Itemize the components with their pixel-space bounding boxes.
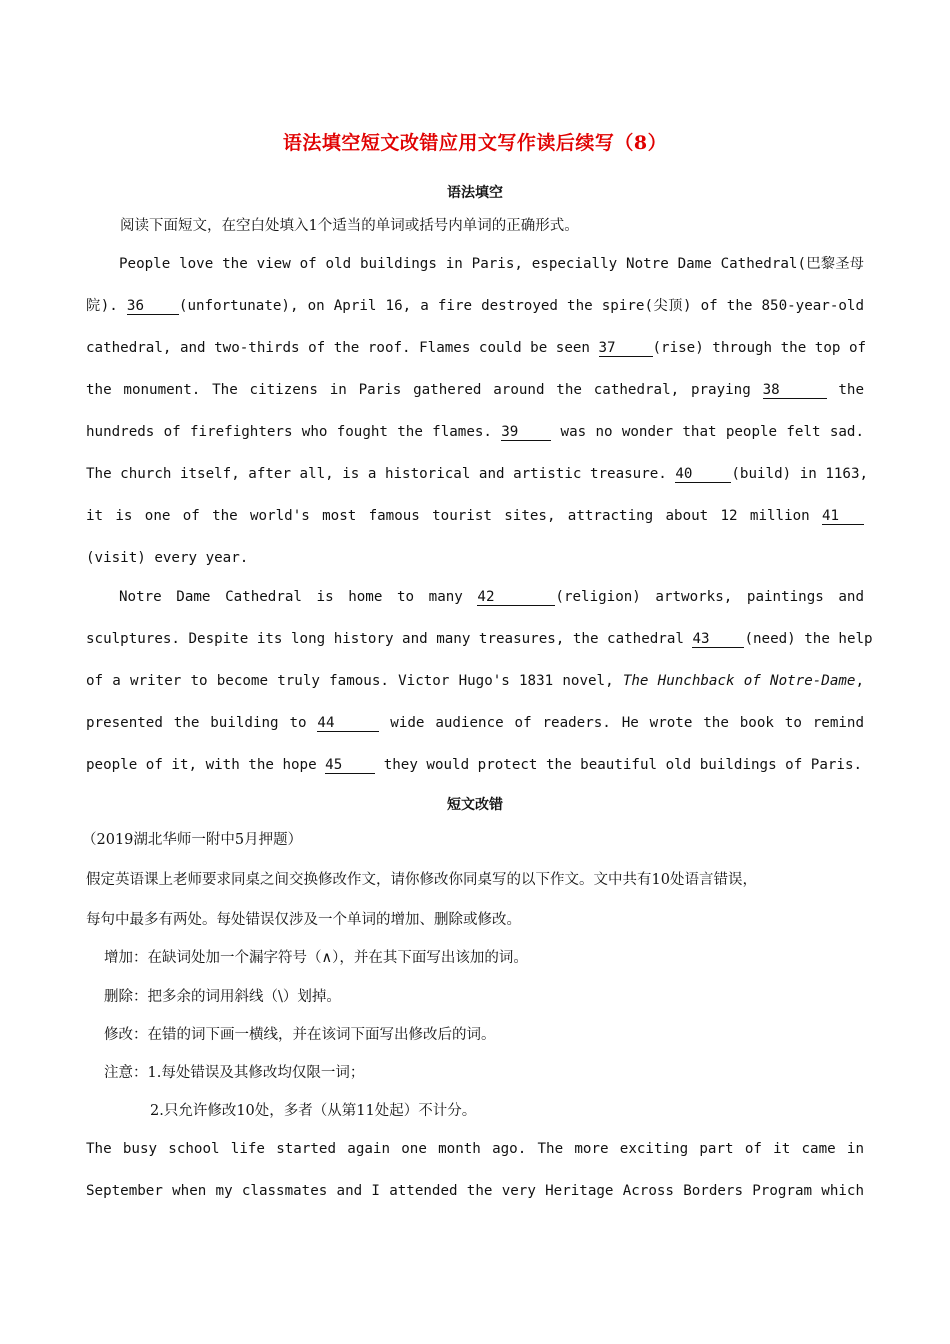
text-line: The busy school life started again one month ago. The more exciting part of it came in (86, 1141, 864, 1157)
blank-43[interactable]: 43 (692, 631, 744, 648)
note-2: 2.只允许修改10处，多者（从第11处起）不计分。 (150, 1103, 477, 1119)
page-title: 语法填空短文改错应用文写作读后续写（8） (282, 132, 668, 154)
text-line: hundreds of firefighters who fought the flames. 39 was no wonder that people felt sad. (86, 424, 864, 440)
text-line: (visit) every year. (86, 550, 249, 566)
correction-source: （2019湖北华师一附中5月押题） (82, 832, 303, 848)
text-line: cathedral, and two-thirds of the roof. Flames could be seen 37 (rise) through the top of (86, 340, 867, 356)
blank-41[interactable]: 41 (822, 508, 864, 525)
text-line: people of it, with the hope 45 they would protect the beautiful old buildings of Paris. (86, 757, 863, 773)
text-line: Notre Dame Cathedral is home to many 42 (religion) artworks, paintings and (119, 589, 864, 605)
text-line: presented the building to 44 wide audience of readers. He wrote the book to remind (86, 715, 864, 731)
rule-add: 增加：在缺词处加一个漏字符号（∧），并在其下面写出该加的词。 (104, 950, 528, 966)
blank-36[interactable]: 36 (127, 298, 179, 315)
correction-heading: 短文改错 (447, 797, 503, 813)
novel-title: The Hunchback of Notre-Dame (622, 673, 856, 689)
grammar-paragraph-1 (86, 243, 869, 579)
text-line: the monument. The citizens in Paris gathered around the cathedral, praying 38 the (86, 382, 864, 398)
text-line: September when my classmates and I attended the very Heritage Across Borders Program which (86, 1183, 864, 1199)
text-line: of a writer to become truly famous. Victor Hugo's 1831 novel, The Hunchback of Notre-Dame, (86, 673, 864, 689)
rule-delete: 删除：把多余的词用斜线（\）划掉。 (104, 989, 341, 1005)
text-line: 院). 36 (unfortunate), on April 16, a fire destroyed the spire(尖顶) of the 850-year-old (86, 298, 865, 314)
rule-modify: 修改：在错的词下画一横线，并在该词下面写出修改后的词。 (104, 1027, 496, 1043)
correction-intro-1: 假定英语课上老师要求同桌之间交换修改作文，请你修改你同桌写的以下作文。文中共有10处语言错误， (86, 872, 757, 888)
blank-45[interactable]: 45 (325, 757, 375, 774)
correction-passage (86, 1128, 864, 1212)
text-line: People love the view of old buildings in Paris, especially Notre Dame Cathedral(巴黎圣母 (119, 256, 864, 272)
correction-intro-2: 每句中最多有两处。每处错误仅涉及一个单词的增加、删除或修改。 (86, 912, 521, 928)
text-line: sculptures. Despite its long history and many treasures, the cathedral 43 (need) the help (86, 631, 873, 647)
grammar-instruction: 阅读下面短文，在空白处填入1个适当的单词或括号内单词的正确形式。 (120, 218, 579, 234)
text-line: The church itself, after all, is a historical and artistic treasure. 40 (build) in 1163, (86, 466, 869, 482)
note-1: 注意：1.每处错误及其修改均仅限一词； (104, 1065, 365, 1081)
grammar-heading: 语法填空 (447, 185, 503, 201)
blank-37[interactable]: 37 (599, 340, 653, 357)
grammar-paragraph-2 (86, 576, 873, 786)
text-line: it is one of the world's most famous tourist sites, attracting about 12 million 41 (86, 495, 864, 537)
blank-44[interactable]: 44 (317, 715, 379, 732)
blank-42[interactable]: 42 (477, 589, 555, 606)
blank-39[interactable]: 39 (501, 424, 551, 441)
blank-40[interactable]: 40 (675, 466, 731, 483)
blank-38[interactable]: 38 (763, 382, 827, 399)
